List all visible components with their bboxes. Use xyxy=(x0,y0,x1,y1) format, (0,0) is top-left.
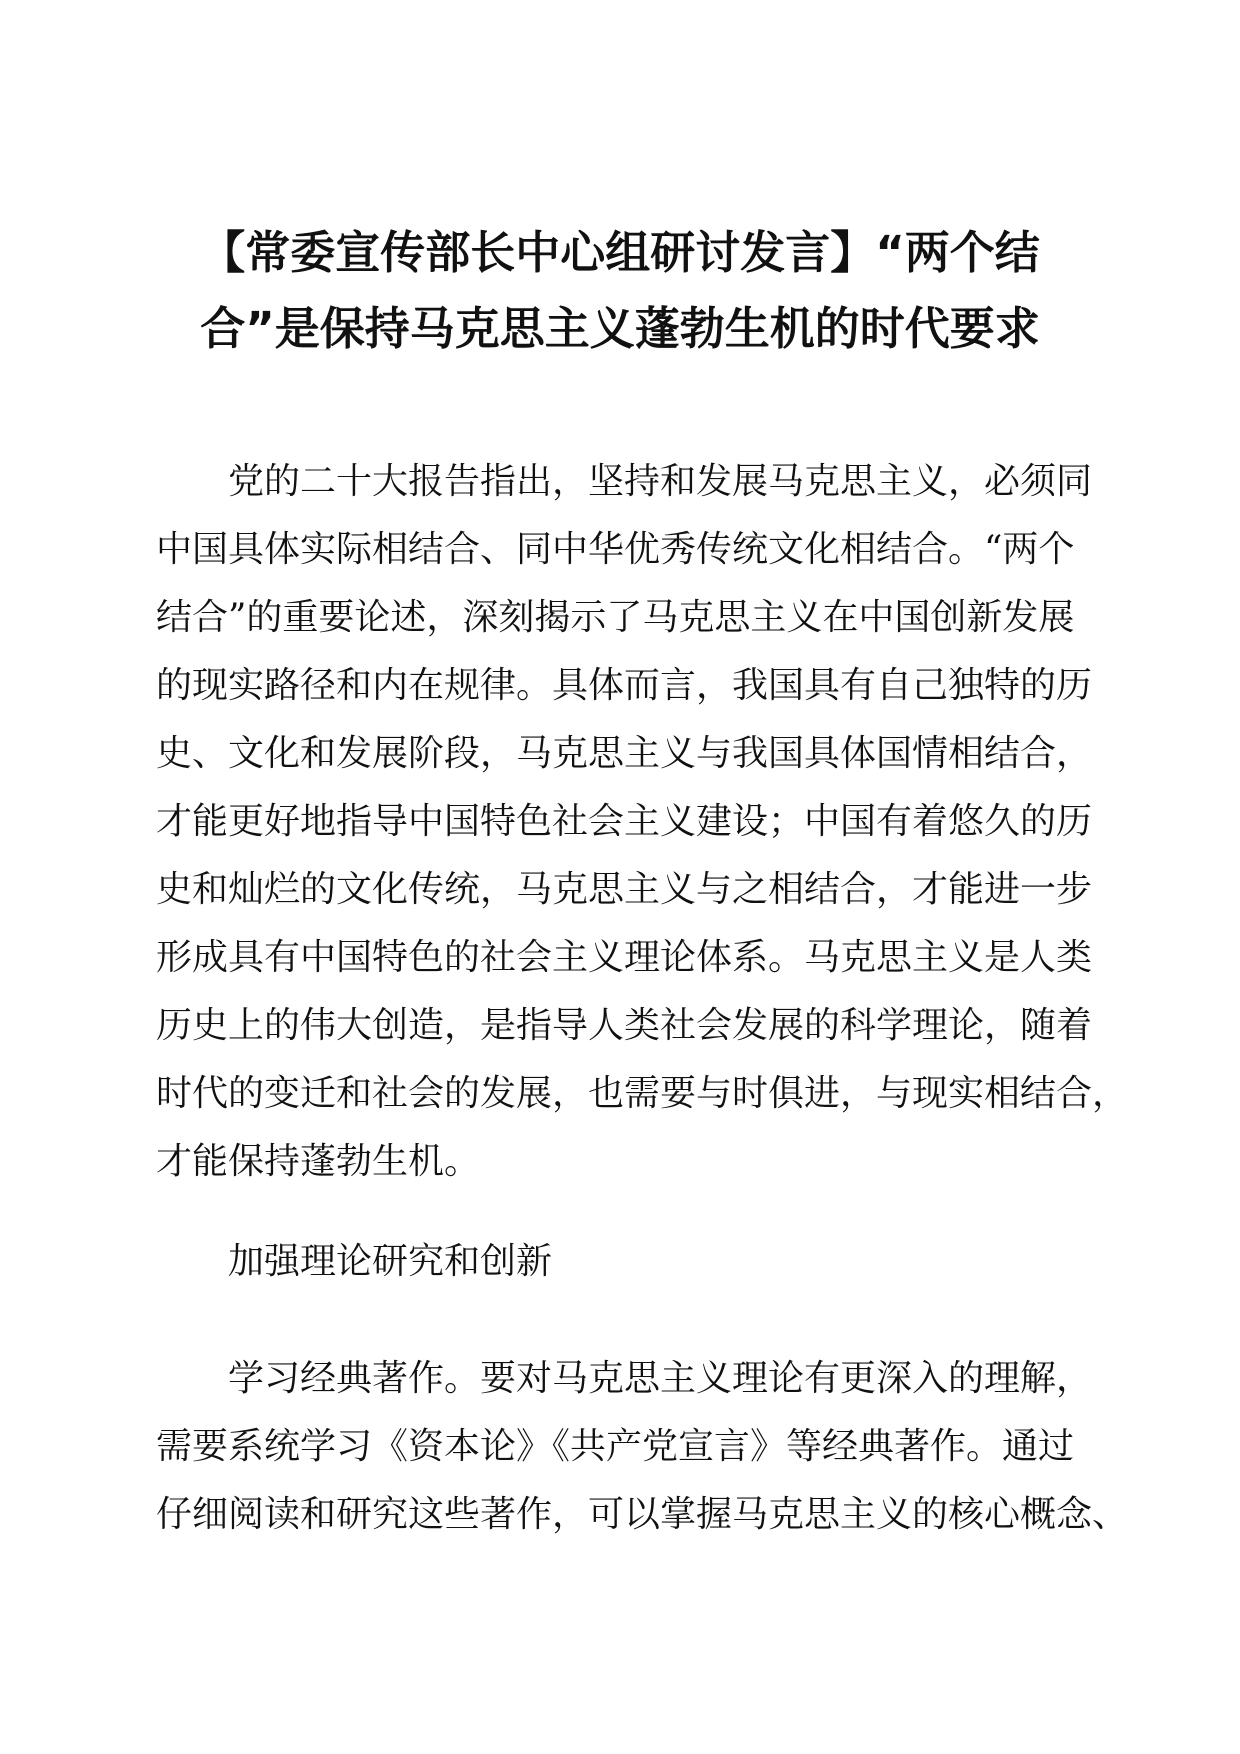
paragraph-line: 学习经典著作。要对马克思主义理论有更深入的理解， xyxy=(228,1358,1093,1399)
paragraph-line: 中国具体实际相结合、同中华优秀传统文化相结合。“两个 xyxy=(156,529,1075,570)
paragraph-line: 仔细阅读和研究这些著作，可以掌握马克思主义的核心概念、 xyxy=(156,1494,1129,1535)
paragraph-line: 才能保持蓬勃生机。 xyxy=(156,1141,481,1182)
document-title xyxy=(160,215,1080,367)
paragraph-line: 史和灿烂的文化传统，马克思主义与之相结合，才能进一步 xyxy=(156,869,1093,910)
paragraph-intro xyxy=(156,448,1129,1196)
paragraph-line: 才能更好地指导中国特色社会主义建设；中国有着悠久的历 xyxy=(156,801,1093,842)
paragraph-line: 结合”的重要论述，深刻揭示了马克思主义在中国创新发展 xyxy=(156,597,1075,638)
paragraph-line: 的现实路径和内在规律。具体而言，我国具有自己独特的历 xyxy=(156,665,1093,706)
paragraph-line: 史、文化和发展阶段，马克思主义与我国具体国情相结合， xyxy=(156,733,1093,774)
title-line: 合”是保持马克思主义蓬勃生机的时代要求 xyxy=(200,302,1040,355)
paragraph-line: 形成具有中国特色的社会主义理论体系。马克思主义是人类 xyxy=(156,937,1093,978)
title-line: 【常委宣传部长中心组研讨发言】“两个结 xyxy=(200,226,1040,279)
paragraph-line: 历史上的伟大创造，是指导人类社会发展的科学理论，随着 xyxy=(156,1005,1093,1046)
paragraph-line: 需要系统学习《资本论》《共产党宣言》等经典著作。通过 xyxy=(156,1426,1075,1467)
paragraph-classics xyxy=(156,1345,1129,1549)
section-heading: 加强理论研究和创新 xyxy=(228,1241,553,1282)
paragraph-line: 党的二十大报告指出，坚持和发展马克思主义，必须同 xyxy=(228,461,1093,502)
paragraph-line: 时代的变迁和社会的发展，也需要与时俱进，与现实相结合， xyxy=(156,1073,1129,1114)
